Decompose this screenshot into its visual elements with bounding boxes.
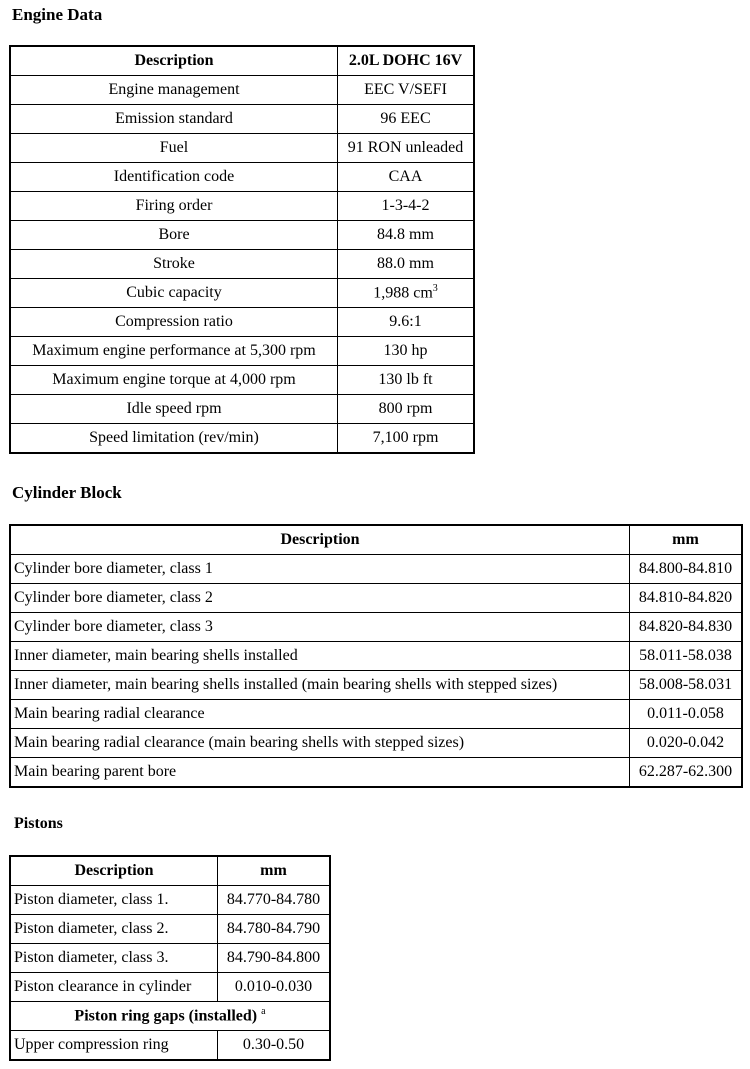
cell-text: 84.820-84.830 (638, 618, 733, 635)
description-cell (10, 76, 338, 105)
cell-text: 800 rpm (378, 400, 433, 417)
value-cell (338, 337, 475, 366)
table-row (10, 886, 330, 915)
description-cell (10, 886, 218, 915)
value-cell (218, 886, 331, 915)
cell-text: EEC V/SEFI (364, 81, 447, 98)
subheading-text: Piston ring gaps (installed) (74, 1007, 258, 1025)
subheading-row (10, 1002, 330, 1031)
table-row (10, 424, 474, 454)
table-row (10, 915, 330, 944)
cell-text: Cylinder bore diameter, class 1 (14, 560, 213, 577)
table-row (10, 758, 742, 788)
value-cell (218, 944, 331, 973)
description-cell (10, 395, 338, 424)
cell-text: Maximum engine performance at 5,300 rpm (32, 342, 316, 359)
engine-data-heading: Engine Data (12, 5, 103, 24)
cell-text: Emission standard (115, 110, 233, 127)
description-cell (10, 642, 630, 671)
value-cell (338, 366, 475, 395)
superscript: 3 (432, 283, 438, 295)
description-cell (10, 729, 630, 758)
engine-data-table (9, 45, 475, 454)
cell-text: 7,100 rpm (372, 429, 439, 446)
cell-text: 130 hp (383, 342, 428, 359)
description-cell (10, 308, 338, 337)
cylinder-block-table (9, 524, 743, 788)
description-cell (10, 671, 630, 700)
description-cell (10, 250, 338, 279)
cell-text: 0.010-0.030 (234, 978, 313, 995)
description-cell (10, 366, 338, 395)
value-cell (338, 134, 475, 163)
table-row (10, 308, 474, 337)
description-cell (10, 584, 630, 613)
description-cell (10, 758, 630, 788)
description-cell (10, 192, 338, 221)
cell-text: 0.020-0.042 (646, 734, 725, 751)
cell-text: 88.0 mm (377, 255, 434, 272)
cell-text: Inner diameter, main bearing shells installed (14, 647, 298, 664)
cell-text: Firing order (135, 197, 213, 214)
table-row (10, 555, 742, 584)
description-cell (10, 915, 218, 944)
cylinder-block-heading: Cylinder Block (12, 483, 122, 502)
cell-text: Compression ratio (115, 313, 233, 330)
cell-text: 58.008-58.031 (638, 676, 733, 693)
value-cell (338, 76, 475, 105)
table-row (10, 337, 474, 366)
description-cell (10, 973, 218, 1002)
cell-text: 84.780-84.790 (226, 920, 321, 937)
value-cell (630, 700, 743, 729)
value-cell (630, 555, 743, 584)
cell-text: 58.011-58.038 (639, 647, 732, 664)
description-cell (10, 944, 218, 973)
table-row (10, 105, 474, 134)
cell-text: Cubic capacity (126, 284, 222, 301)
value-cell (630, 729, 743, 758)
description-cell (10, 424, 338, 454)
value-cell (218, 915, 331, 944)
column-header: mm (218, 856, 331, 886)
cell-text: Identification code (113, 168, 235, 185)
cell-text: Inner diameter, main bearing shells installed (main bearing shells with stepped sizes) (14, 676, 558, 693)
cell-text: 96 EEC (380, 110, 431, 127)
cell-text: Stroke (153, 255, 195, 272)
cell-text: Main bearing radial clearance (main bearing shells with stepped sizes) (14, 734, 465, 751)
table-row (10, 134, 474, 163)
table-row (10, 729, 742, 758)
pistons-table (9, 855, 331, 1061)
cell-text: Idle speed rpm (126, 400, 222, 417)
value-cell (630, 671, 743, 700)
cell-text: Fuel (159, 139, 189, 156)
description-cell (10, 134, 338, 163)
cell-text: Cylinder bore diameter, class 2 (14, 589, 213, 606)
cell-text: Piston clearance in cylinder (14, 978, 192, 995)
table-row (10, 613, 742, 642)
cell-text: Piston diameter, class 3. (14, 949, 169, 966)
description-cell (10, 700, 630, 729)
value-cell (630, 642, 743, 671)
description-cell (10, 555, 630, 584)
value-cell (218, 1031, 331, 1061)
table-row (10, 973, 330, 1002)
value-cell (338, 279, 475, 308)
table-header-row (10, 525, 742, 555)
cell-text: Main bearing radial clearance (14, 705, 205, 722)
cell-text: Cylinder bore diameter, class 3 (14, 618, 213, 635)
table-header-row (10, 46, 474, 76)
column-header: Description (10, 525, 630, 555)
footnote-marker: a (261, 1006, 266, 1018)
value-cell (630, 758, 743, 788)
table-row (10, 395, 474, 424)
column-header: Description (10, 46, 338, 76)
table-row (10, 366, 474, 395)
description-cell (10, 163, 338, 192)
cell-text: 84.8 mm (377, 226, 434, 243)
column-header: mm (630, 525, 743, 555)
description-cell (10, 105, 338, 134)
value-cell (338, 424, 475, 454)
table-row (10, 700, 742, 729)
description-cell (10, 279, 338, 308)
cell-text: 84.790-84.800 (226, 949, 321, 966)
value-cell (338, 221, 475, 250)
table-row (10, 250, 474, 279)
cell-text: Engine management (108, 81, 240, 98)
description-cell (10, 1031, 218, 1061)
cell-text: Maximum engine torque at 4,000 rpm (52, 371, 296, 388)
cell-text: Bore (158, 226, 190, 243)
table-row (10, 192, 474, 221)
table-row (10, 584, 742, 613)
value-cell (218, 973, 331, 1002)
value-cell (338, 395, 475, 424)
piston-ring-gaps-subheading (10, 1002, 330, 1031)
cell-text: 1,988 cm (373, 284, 433, 302)
description-cell (10, 613, 630, 642)
cell-text: 91 RON unleaded (347, 139, 464, 156)
description-cell (10, 221, 338, 250)
column-header: 2.0L DOHC 16V (338, 46, 475, 76)
cell-text: 84.810-84.820 (638, 589, 733, 606)
cell-text: 62.287-62.300 (638, 763, 733, 780)
table-row (10, 671, 742, 700)
value-cell (630, 584, 743, 613)
cell-text: 0.30-0.50 (242, 1036, 305, 1053)
cell-text: CAA (388, 168, 423, 185)
cell-text: Speed limitation (rev/min) (89, 429, 259, 446)
table-header-row (10, 856, 330, 886)
table-row (10, 279, 474, 308)
cell-text: Main bearing parent bore (14, 763, 177, 780)
cell-text: Upper compression ring (14, 1036, 169, 1053)
table-row (10, 944, 330, 973)
table-row (10, 642, 742, 671)
table-row (10, 221, 474, 250)
cell-text: 0.011-0.058 (647, 705, 724, 722)
table-row (10, 76, 474, 105)
table-row (10, 1031, 330, 1061)
pistons-heading: Pistons (14, 815, 63, 832)
cell-text: 130 lb ft (378, 371, 433, 388)
description-cell (10, 337, 338, 366)
value-cell (338, 250, 475, 279)
cell-text: 84.800-84.810 (638, 560, 733, 577)
cell-text: 84.770-84.780 (226, 891, 321, 908)
cell-text: 1-3-4-2 (381, 197, 430, 214)
value-cell (338, 105, 475, 134)
value-cell (338, 192, 475, 221)
table-row (10, 163, 474, 192)
value-cell (338, 163, 475, 192)
cell-text: 9.6:1 (389, 313, 422, 330)
value-cell (338, 308, 475, 337)
cell-text: Piston diameter, class 2. (14, 920, 169, 937)
column-header: Description (10, 856, 218, 886)
cell-text: Piston diameter, class 1. (14, 891, 169, 908)
value-cell (630, 613, 743, 642)
